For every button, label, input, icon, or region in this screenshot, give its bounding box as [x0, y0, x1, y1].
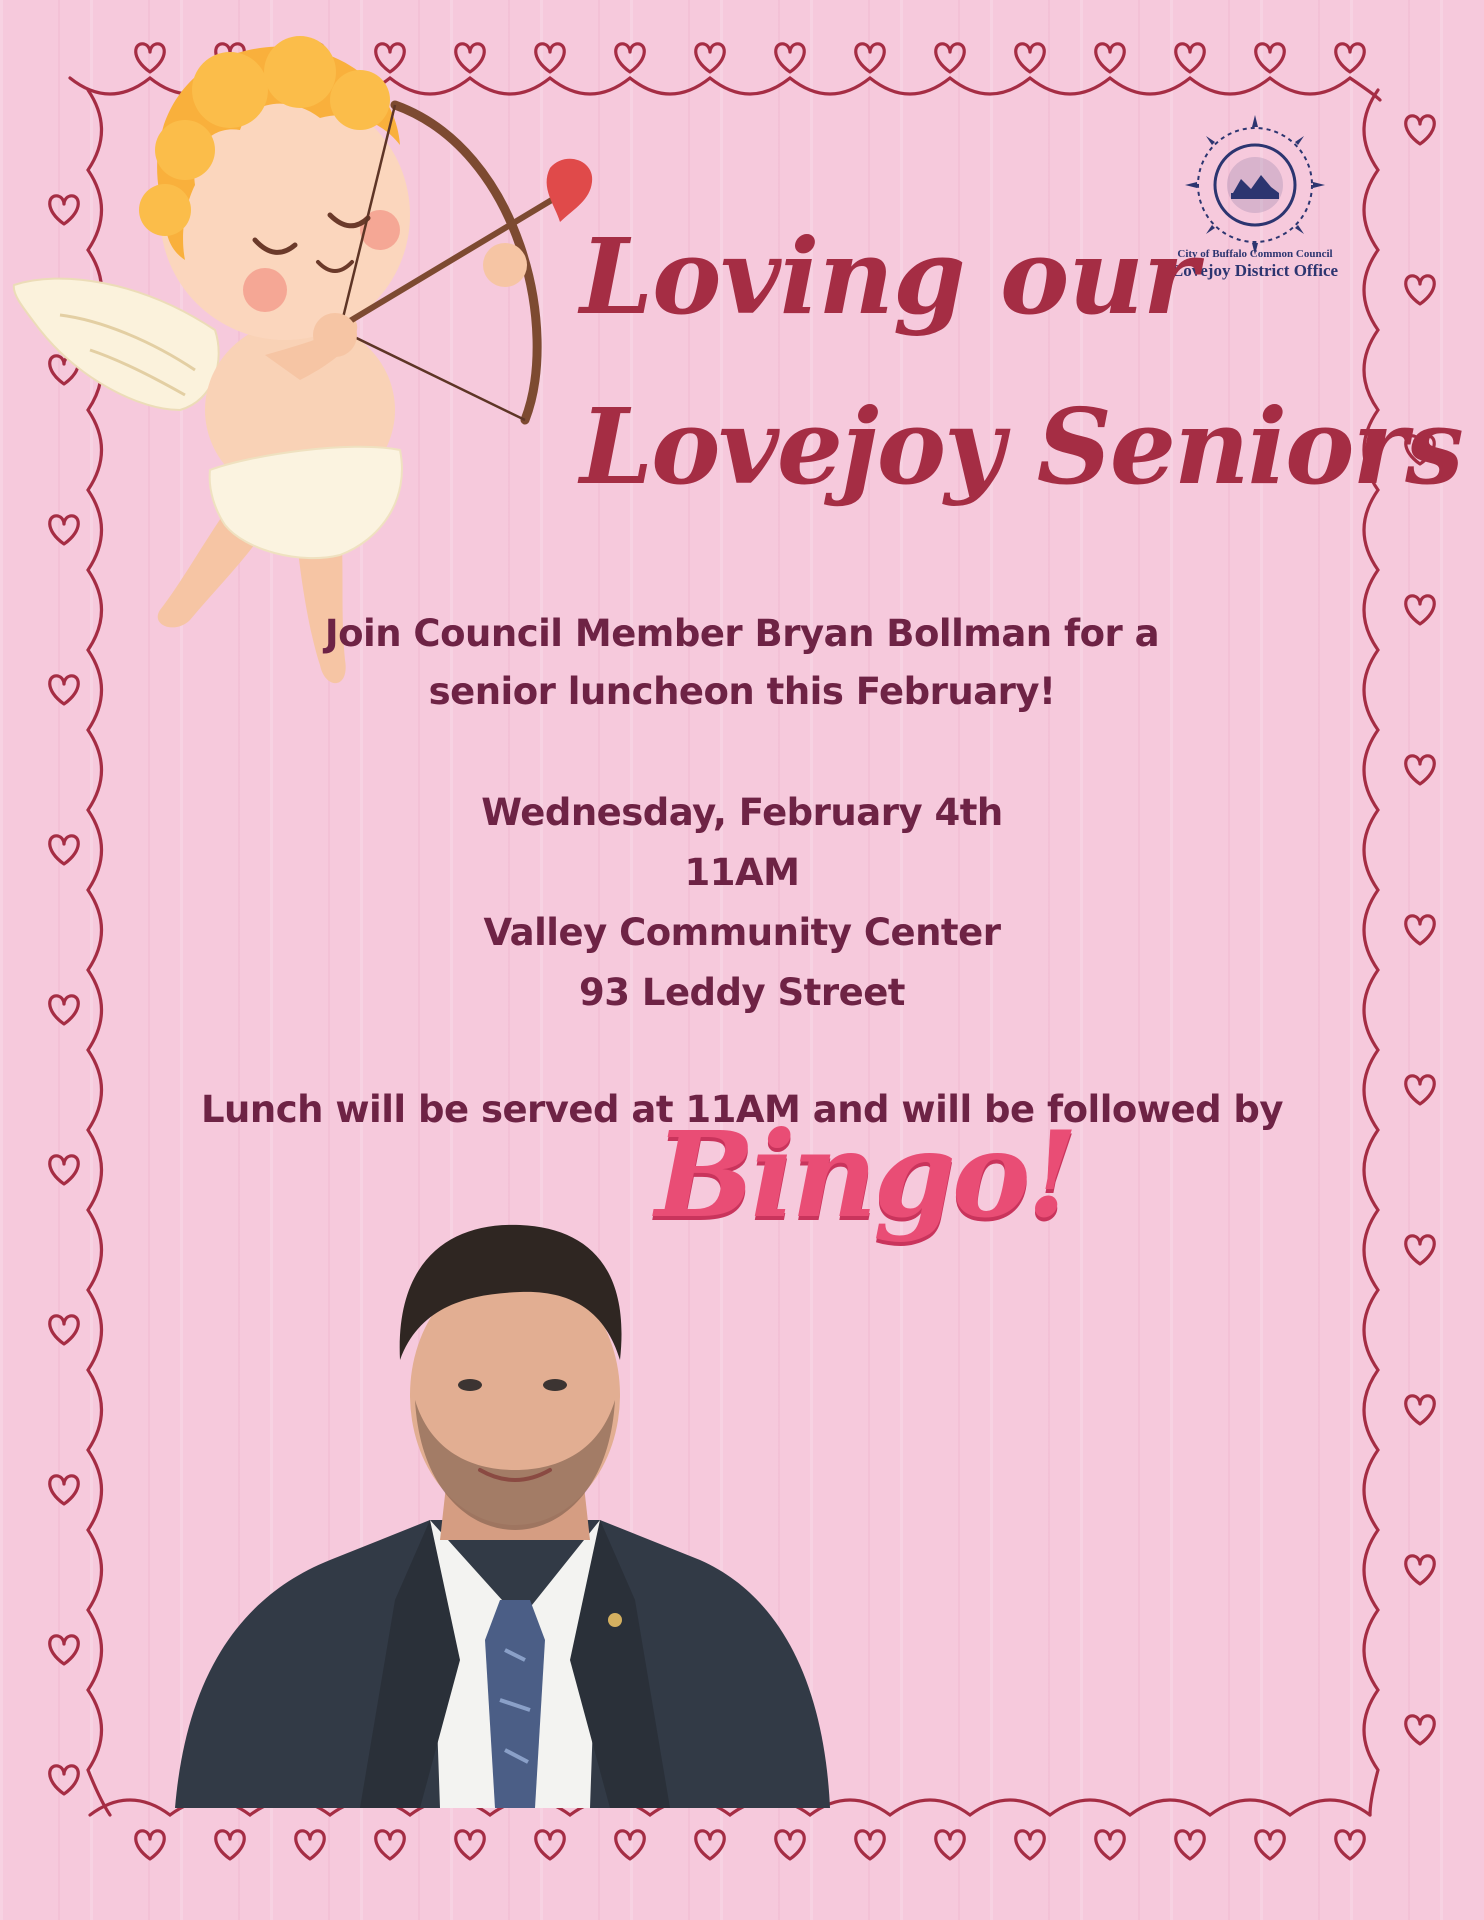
intro-line-2: senior luncheon this February! [428, 670, 1056, 713]
event-venue: Valley Community Center [483, 911, 1001, 954]
bingo-heading: Bingo! [655, 1105, 1075, 1244]
event-time: 11AM [684, 851, 800, 894]
title-line-2: Lovejoy Seniors [580, 385, 1462, 508]
logo-line-2: Lovejoy District Office [1171, 261, 1339, 280]
event-date: Wednesday, February 4th [481, 791, 1003, 834]
event-address: 93 Leddy Street [579, 971, 905, 1014]
intro-line-1: Join Council Member Bryan Bollman for a [324, 612, 1160, 655]
title-line-1: Loving our [580, 215, 1197, 338]
logo-line-1: City of Buffalo Common Council [1177, 248, 1333, 260]
lunch-note: Lunch will be served at 11AM and will be followed by [200, 1088, 1284, 1131]
